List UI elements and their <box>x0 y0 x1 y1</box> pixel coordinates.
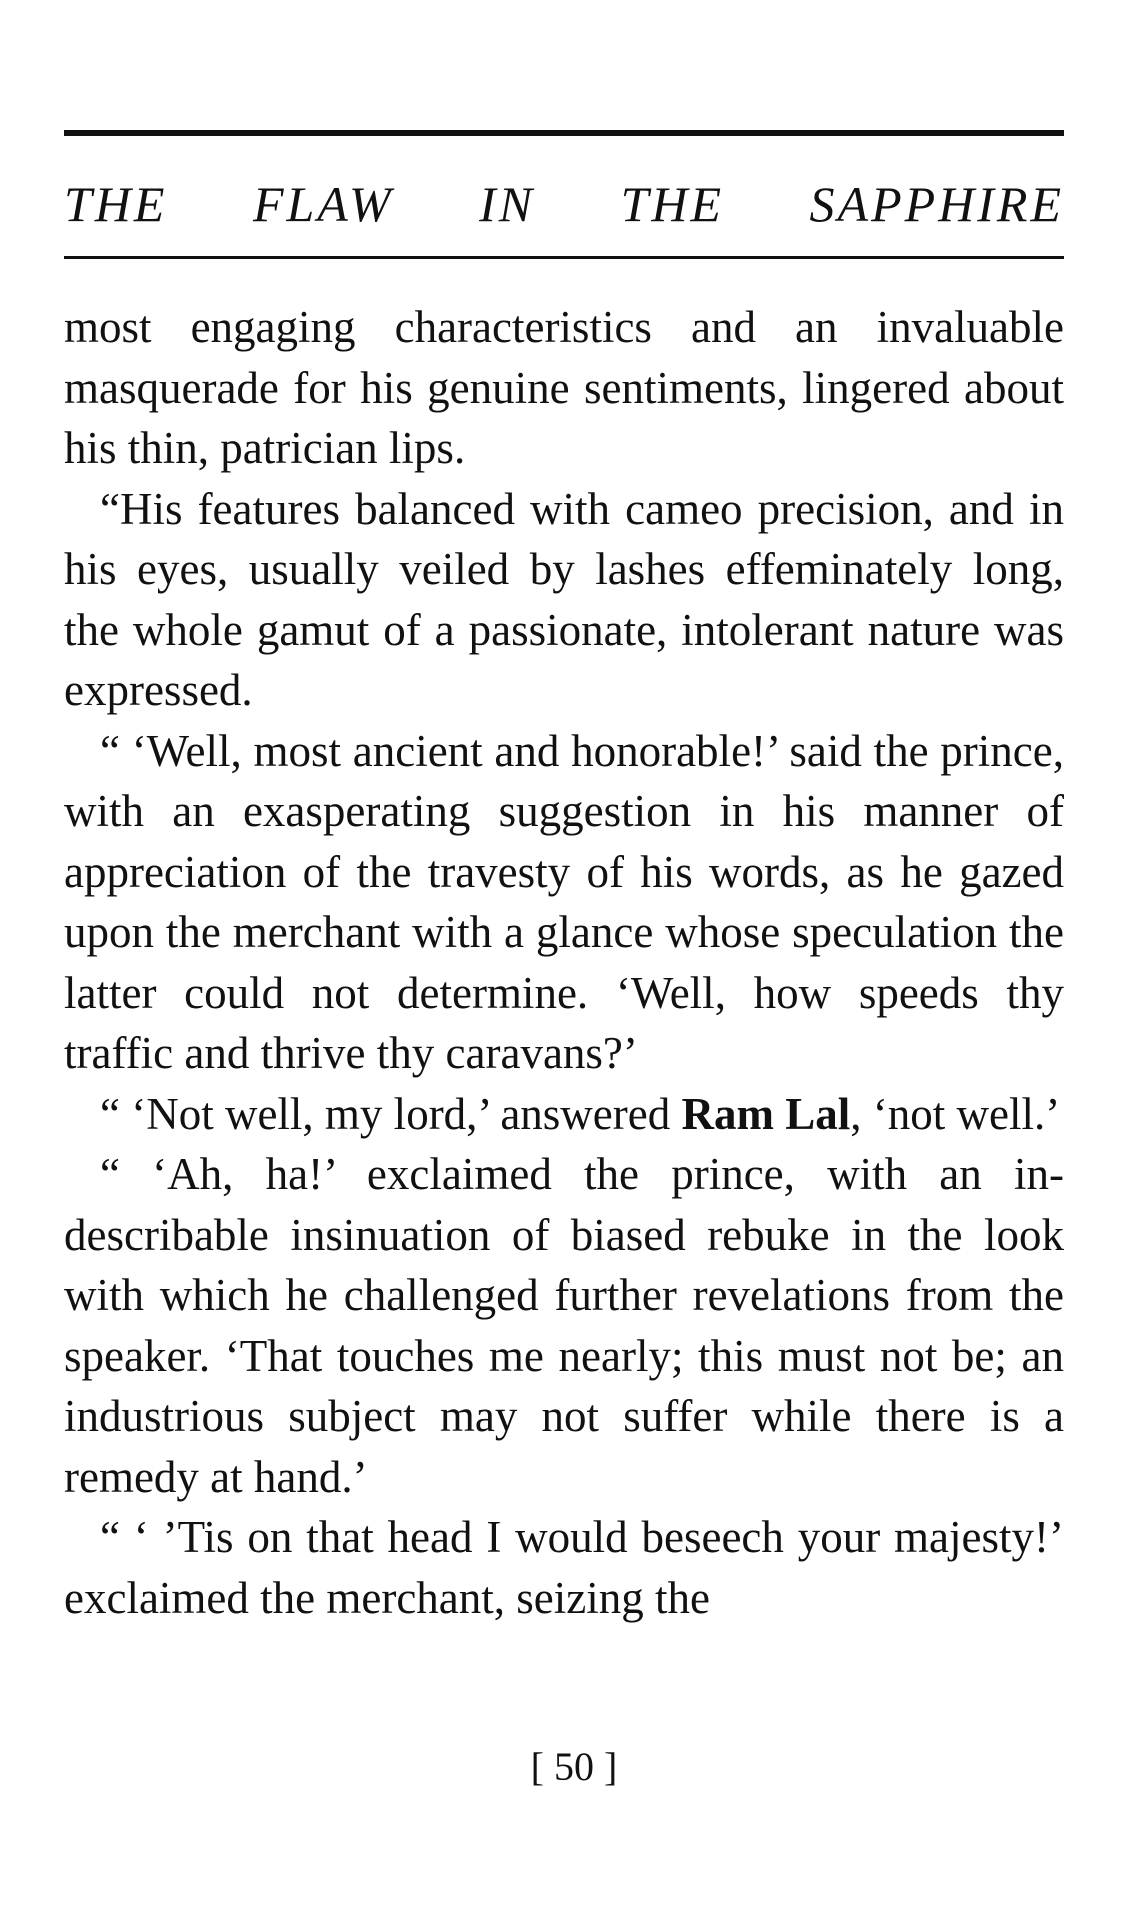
paragraph-text: “ ‘Not well, my lord,’ answered <box>100 1088 682 1139</box>
paragraph: “ ‘ ’Tis on that head I would beseech your majesty!’ exclaimed the merchant, seizing the <box>64 1512 1064 1623</box>
paragraph: “His features balanced with cameo precision, and in his eyes, usually veiled by lashes effeminately long, the whole gamut of a passionate, intolerant nature was expressed. <box>64 483 1064 715</box>
paragraph: “ ‘Ah, ha!’ exclaimed the prince, with an indescribable insinuation of biased rebuke in the look with which he challenged further revelations from the speaker. ‘That touches me nearly; this must not be; an industrious subject may not suffer while there is a remedy at hand.’ <box>64 1149 1064 1502</box>
character-name: Ram Lal <box>681 1088 851 1139</box>
header-rule-bottom <box>64 256 1064 259</box>
paragraph: “ ‘Well, most ancient and honorable!’ said the prince, with an exasperating suggestion in his manner of appreciation of the travesty of his words, as he gazed upon the merchant with a glance whose speculation the latter could not determine. ‘Well, how speeds thy traffic and thrive thy caravans?’ <box>64 725 1064 1078</box>
paragraph: most engaging characteristics and an invaluable masquerade for his genuine sentiments, lingered about his thin, patrician lips. <box>64 302 1064 473</box>
paragraph <box>64 1084 1064 1145</box>
body-text <box>64 297 1064 1628</box>
running-head: THE FLAW IN THE SAPPHIRE <box>64 176 1064 232</box>
book-page <box>64 130 1064 1628</box>
header-rule-top <box>64 130 1064 136</box>
paragraph-text: , ‘not well.’ <box>850 1088 1061 1139</box>
page-number: [ 50 ] <box>530 1744 618 1789</box>
